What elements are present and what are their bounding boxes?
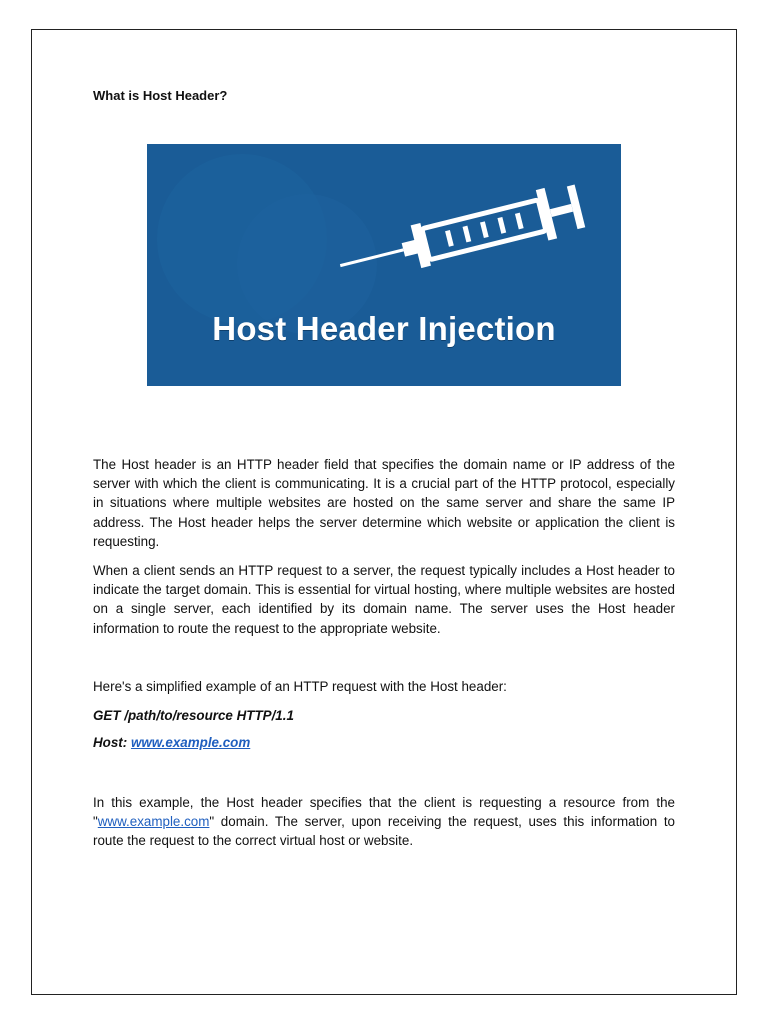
- banner-title: Host Header Injection: [212, 310, 556, 347]
- host-header-injection-banner: [147, 144, 621, 386]
- banner-artwork: [147, 144, 621, 386]
- paragraph-virtual-hosting: When a client sends an HTTP request to a server, the request typically includes a Host header to indicate the target domain. This is essential for virtual hosting, where multiple websites are hosted on a single server, each identified by its domain name. The server uses the Host header information to route the request to the appropriate website.: [93, 563, 675, 636]
- example-host-line: [93, 735, 250, 750]
- paragraph-conclusion: [93, 793, 675, 851]
- conclusion-text-start: In this example, the Host header specifies that the client is requesting a resource from the ": [93, 795, 675, 830]
- example-host-link[interactable]: www.example.com: [130, 735, 251, 750]
- host-label: Host:: [93, 735, 131, 750]
- conclusion-link[interactable]: www.example.com: [97, 814, 210, 830]
- example-request-line: GET /path/to/resource HTTP/1.1: [93, 708, 294, 723]
- paragraph-intro: The Host header is an HTTP header field that specifies the domain name or IP address of the server with which the client is communicating. It is a crucial part of the HTTP protocol, especially in situations where multiple websites are hosted on the same server and share the same IP address. The Host header helps the server determine which website or application the client is requesting.: [93, 457, 675, 549]
- conclusion-text-end: " domain. The server, upon receiving the request, uses this information to route the request to the correct virtual host or website.: [93, 814, 675, 849]
- paragraph-example-intro: Here's a simplified example of an HTTP request with the Host header:: [93, 679, 507, 694]
- section-heading: What is Host Header?: [93, 88, 228, 103]
